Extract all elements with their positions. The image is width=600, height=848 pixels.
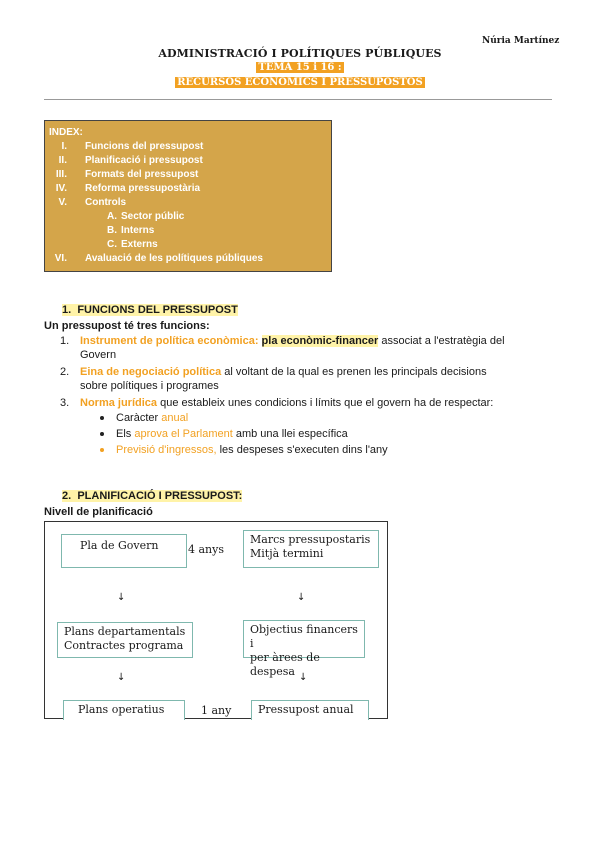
plans-operatius-box: Plans operatius: [63, 700, 185, 720]
bullet-dot: [100, 448, 104, 452]
index-box: INDEX: I. Funcions del pressupost II. Planificació i pressupost III. Formats del pressupost IV. Reforma pressupostària V. Controls A. Sector públic B. Interns C. Externs VI. Avaluació de les polítiques públiques: [44, 120, 332, 272]
subtitle-highlight: RECURSOS ECONÒMICS I PRESSUPOSTOS: [177, 77, 423, 88]
objectius-box: Objectius financers i per àrees de despesa: [243, 620, 365, 658]
down-arrow-icon: ↓: [297, 592, 306, 603]
planning-diagram: [44, 521, 388, 719]
four-years-label: 4 anys: [188, 543, 224, 556]
section2-heading: [62, 490, 242, 502]
bullet-dot: [100, 432, 104, 436]
document-title: ADMINISTRACIÓ I POLÍTIQUES PÚBLIQUES: [158, 47, 442, 60]
section1-heading: [62, 304, 238, 316]
section2-subheading: Nivell de planificació: [44, 506, 153, 518]
pla-govern-box: Pla de Govern: [61, 534, 187, 568]
subtitle-line: [0, 77, 600, 88]
topic-line: [0, 62, 600, 73]
section1-heading-num: 1.: [62, 304, 72, 316]
pressupost-anual-box: Pressupost anual: [251, 700, 369, 720]
one-year-label: 1 any: [201, 704, 232, 717]
header-divider: [44, 99, 552, 100]
author-name: Núria Martínez: [482, 36, 560, 46]
section1-heading-text: FUNCIONS DEL PRESSUPOST: [77, 304, 238, 316]
topic-highlight: TEMA 15 i 16 :: [258, 62, 342, 73]
section2-heading-num: 2.: [62, 490, 72, 502]
section2-heading-text: PLANIFICACIÓ I PRESSUPOST:: [77, 490, 243, 502]
down-arrow-icon: ↓: [117, 672, 126, 683]
down-arrow-icon: ↓: [299, 672, 308, 683]
marcs-box: Marcs pressupostaris Mitjà termini: [243, 530, 379, 568]
plans-departamentals-box: Plans departamentals Contractes programa: [57, 622, 193, 658]
bullet-dot: [100, 416, 104, 420]
down-arrow-icon: ↓: [117, 592, 126, 603]
section1-intro: Un pressupost té tres funcions:: [44, 320, 210, 332]
index-label: INDEX:: [49, 127, 83, 138]
